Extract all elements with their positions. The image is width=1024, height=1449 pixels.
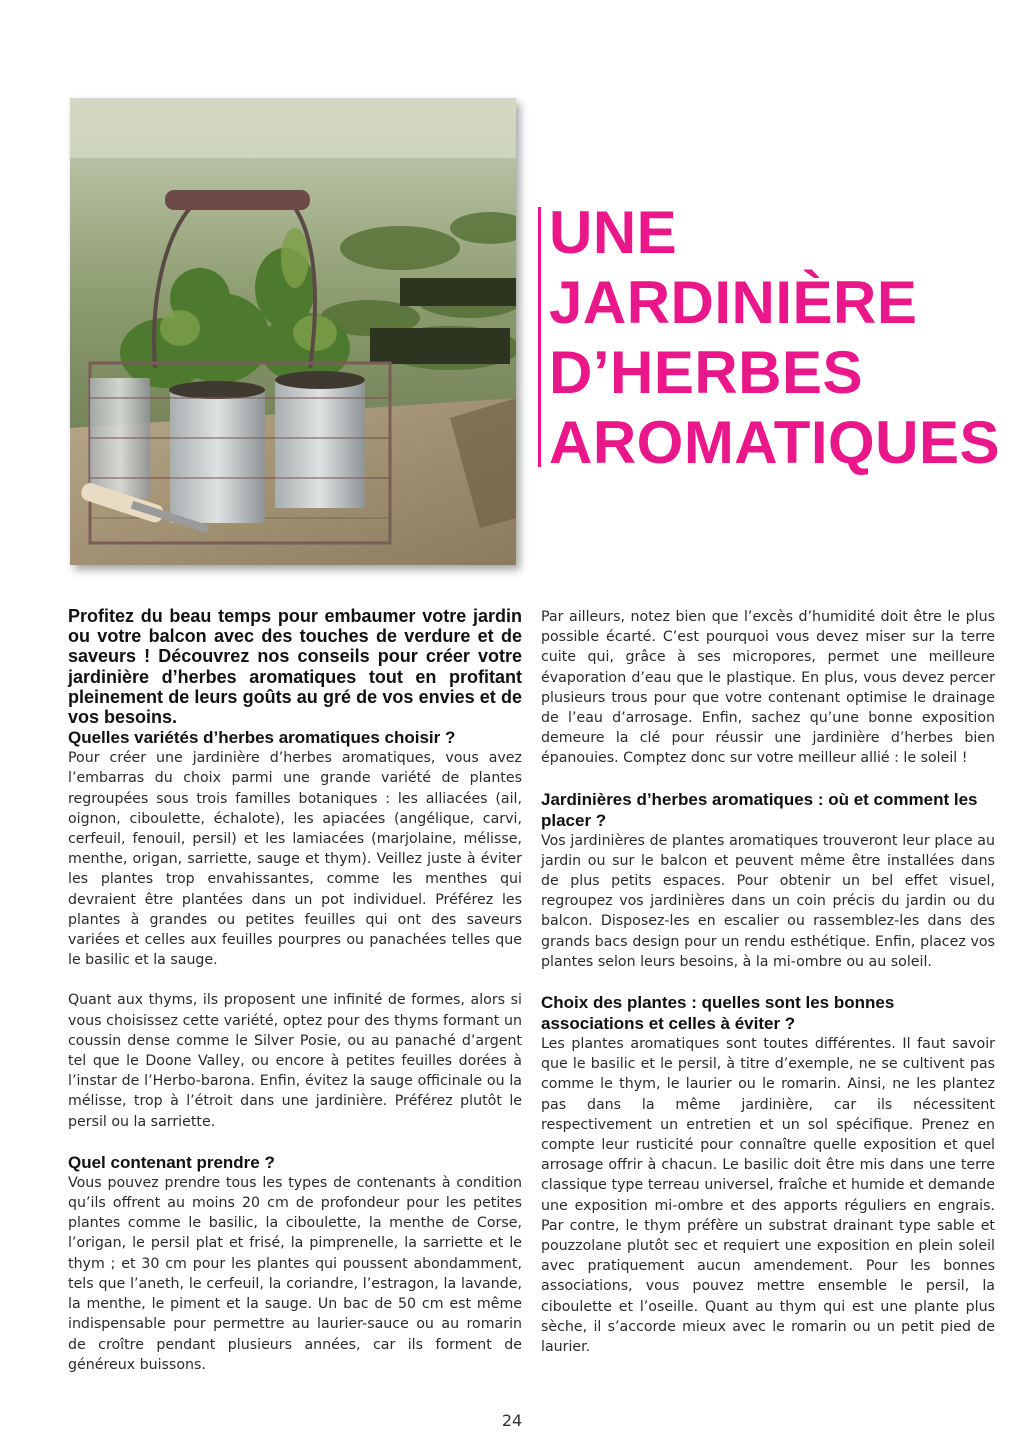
body-paragraph: Par ailleurs, notez bien que l’excès d’humidité doit être le plus possible écarté. C’est pourquoi vous devez miser sur la terre cuite qui, grâce à ses micropores, permet une meilleure évaporation d’eau que le plastique. En plus, vous devez percer plusieurs trous pour que votre contenant optimise le drainage de l’eau d’arrosage. Enfin, sachez qu’une bonne exposition demeure la clé pour réussir une jardinière d’herbes bien épanouies. Comptez donc sur votre meilleur allié : le soleil ! [541, 609, 995, 767]
herb-planter-photo [70, 98, 516, 565]
title-accent-bar [538, 207, 541, 467]
article-title [549, 198, 1009, 478]
title-line: JARDINIÈRE [549, 269, 918, 336]
body-paragraph: Les plantes aromatiques sont toutes différentes. Il faut savoir que le basilic et le persil, à titre d’exemple, ne se cultivent pas comme le thym, le laurier ou le romarin. Ainsi, ne les plantez pas dans la même jardinière, car ils nécessitent respectivement un entretien et un sol spécifique. Prenez en compte leur rusticité pour connaître quelle exposition et quel arrosage offrir à chacun. Le basilic doit être mis dans une terre classique type terreau universel, fraîche et humide et demande une exposition mi-ombre et des apports réguliers en engrais. Par contre, le thym préfère un substrat drainant type sable et pouzzolane plutôt sec et requiert une exposition en plein soleil avec pratiquement aucun amendement. Pour les bonnes associations, vous pouvez mettre ensemble le persil, la ciboulette et l’oseille. Quant au thym qui est une plante plus sèche, il s’accorde mieux avec le romarin ou un petit pied de laurier. [541, 1036, 995, 1356]
body-paragraph: Quant aux thyms, ils proposent une infinité de formes, alors si vous choisissez cette variété, optez pour des thyms formant un coussin dense comme le Silver Posie, ou au panaché d’argent tel que le Doone Valley, ou encore à petites feuilles dorées à l’instar de l’Herbo-barona. Enfin, évitez la sauge officinale ou la mélisse, trop à l’étroit dans une jardinière. Préférez plutôt le persil ou la sarriette. [68, 992, 522, 1130]
body-paragraph: Vous pouvez prendre tous les types de contenants à condition qu’ils offrent au moins 20 cm de profondeur pour les petites plantes comme le basilic, la ciboulette, la menthe de Corse, l’origan, le persil plat et frisé, la pimprenelle, la sarriette et le thym ; et 30 cm pour les plantes qui poussent abondamment, tels que l’aneth, le cerfeuil, la coriandre, l’estragon, la lavande, la menthe, le piment et la sauge. Un bac de 50 cm est même indispensable pour permettre au laurier-sauce ou au romarin de croître pendant plusieurs années, car ils forment de généreux buissons. [68, 1174, 522, 1373]
section-heading: Quelles variétés d’herbes aromatiques choisir ? [68, 728, 456, 748]
intro-paragraph: Profitez du beau temps pour embaumer votre jardin ou votre balcon avec des touches de verdure et de saveurs ! Découvrez nos conseils pour créer votre jardinière d’herbes aromatiques tout en profitant pleinement de leurs goûts au gré de vos envies et de vos besoins. [68, 606, 522, 728]
section-heading: Choix des plantes : quelles sont les bonnes associations et celles à éviter ? [541, 993, 895, 1034]
body-paragraph: Vos jardinières de plantes aromatiques trouveront leur place au jardin ou sur le balcon et peuvent même être installées dans de plus petits espaces. Pour obtenir un bel effet visuel, regroupez vos jardinières dans un coin précis du jardin ou du balcon. Disposez-les en escalier ou rassemblez-les dans des grands bacs design pour un rendu esthétique. Enfin, placez vos plantes selon leurs besoins, à la mi-ombre ou au soleil. [541, 832, 995, 970]
right-column [541, 607, 995, 1357]
herb-planter-illustration [70, 98, 516, 565]
title-line: D’HERBES [549, 339, 864, 406]
section-heading: Quel contenant prendre ? [68, 1152, 275, 1172]
title-line: UNE [549, 199, 678, 266]
page-number: 24 [501, 1411, 523, 1430]
title-line: AROMATIQUES [549, 409, 1001, 476]
left-column [68, 606, 522, 1375]
section-heading: Jardinières d’herbes aromatiques : où et comment les placer ? [541, 789, 978, 830]
body-paragraph: Pour créer une jardinière d’herbes aromatiques, vous avez l’embarras du choix parmi une grande variété de plantes regroupées sous trois familles botaniques : les alliacées (ail, oignon, ciboulette, échalote), les apiacées (angélique, carvi, cerfeuil, fenouil, persil) et les lamiacées (marjolaine, mélisse, menthe, origan, sarriette, sauge et thym). Veillez juste à éviter les plantes trop envahissantes, comme les menthes qui devraient être plantées dans un pot individuel. Préférez les plantes à grandes ou petites feuilles qui ont des saveurs variées et celles aux feuilles pourpres ou panachées telles que le basilic et la sauge. [68, 750, 522, 969]
